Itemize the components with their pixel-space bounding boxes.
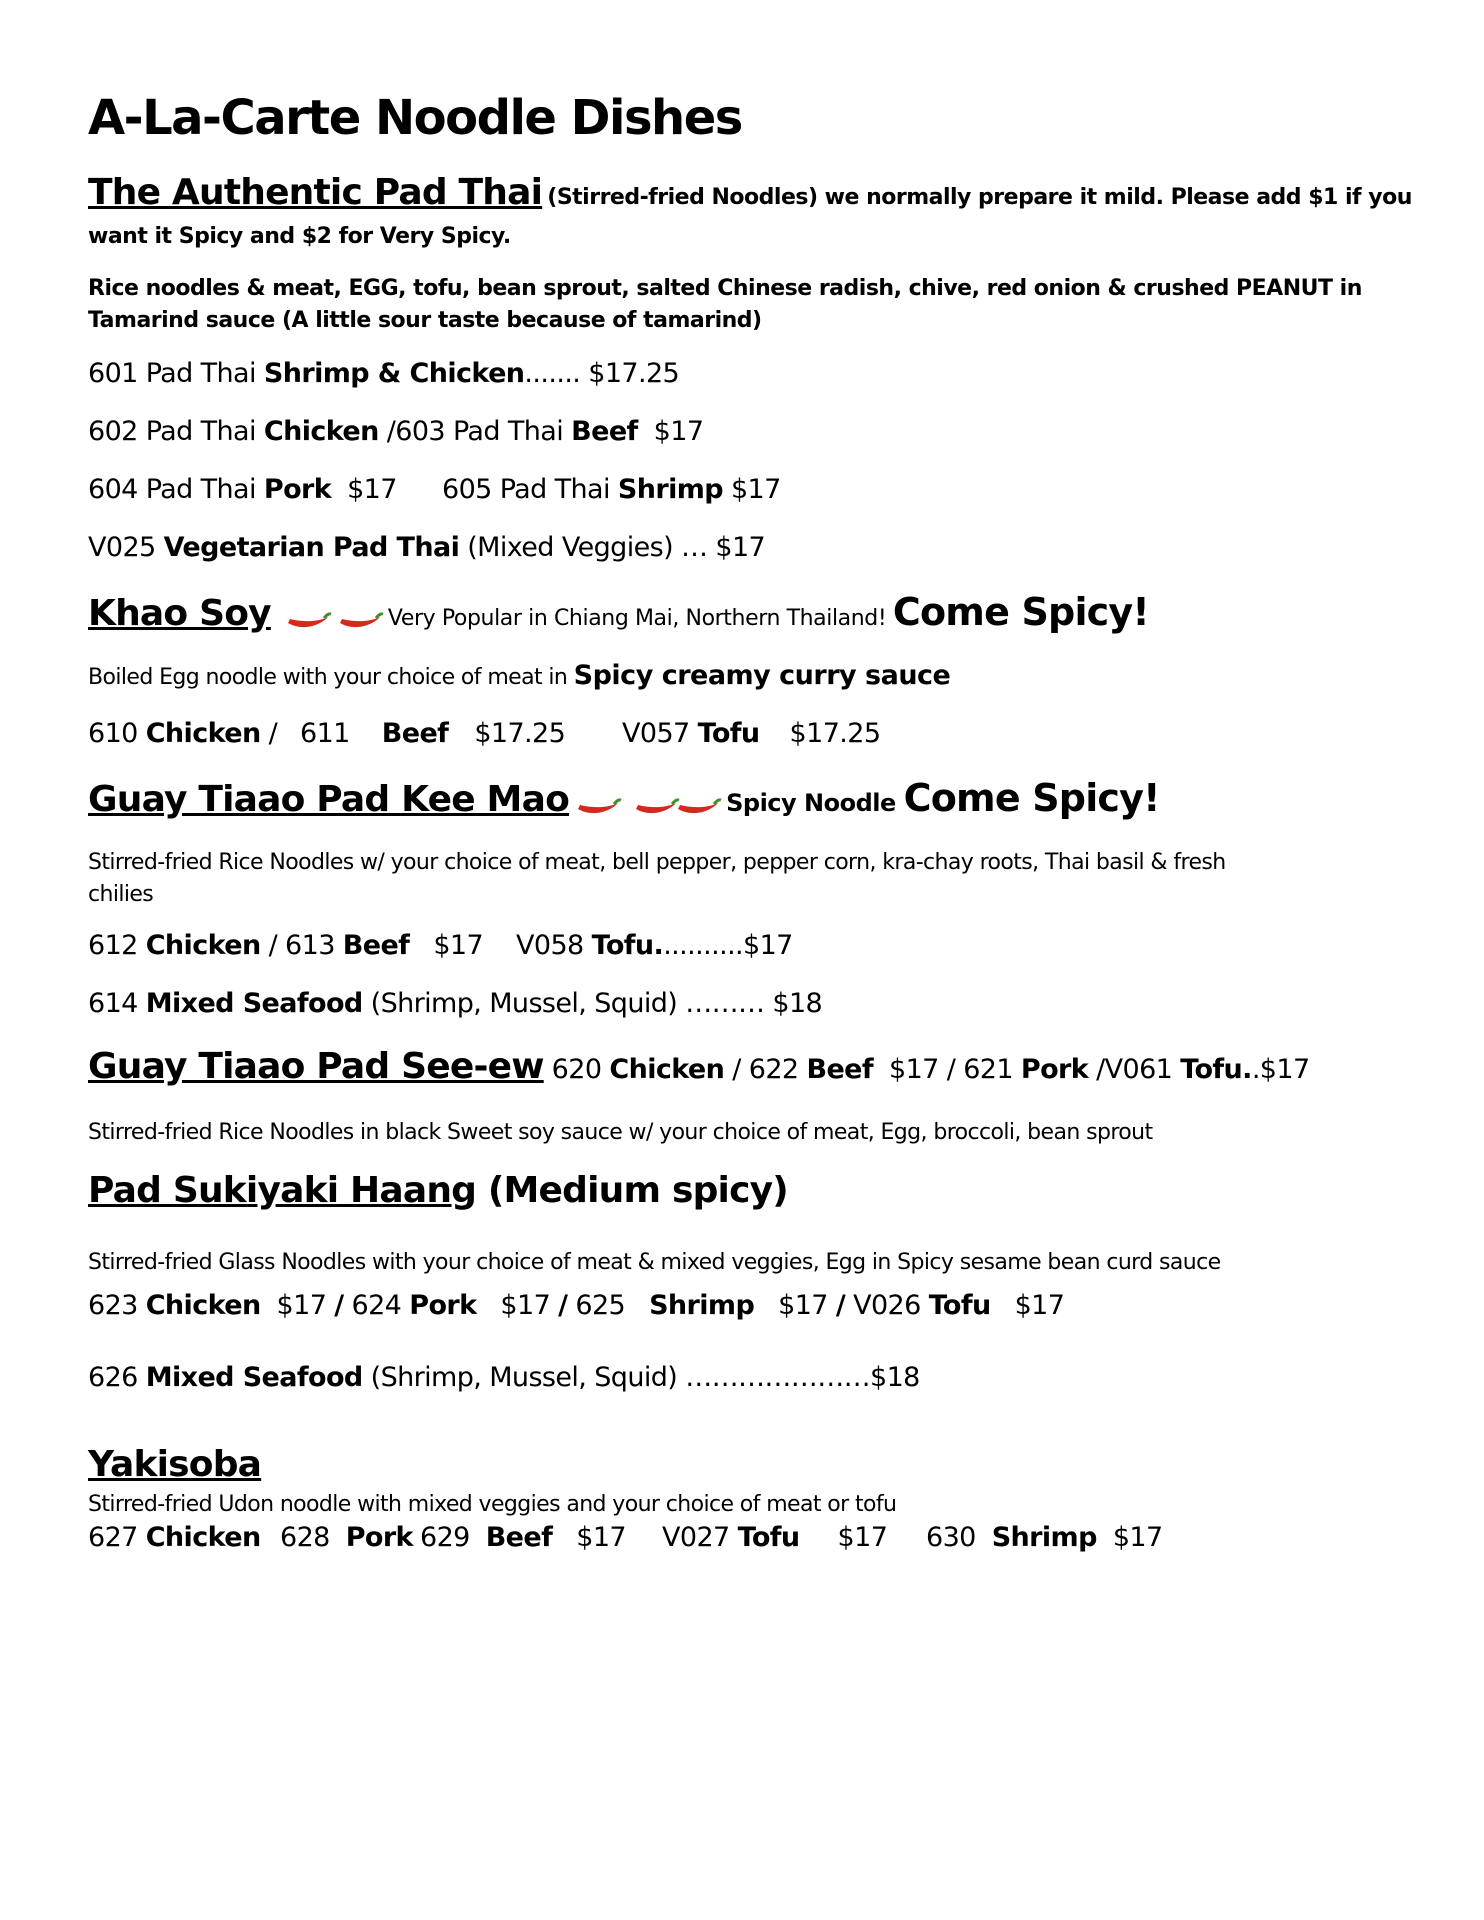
menu-item-630: 630 Shrimp $17 <box>926 1522 1163 1553</box>
menu-item-v058: V058 Tofu...........$17 <box>516 930 793 961</box>
chili-pepper-icon <box>284 607 332 635</box>
khao-soy-tagline: Very Popular in Chiang Mai, Northern Thailand! <box>387 606 893 631</box>
menu-item-v026: V026 Tofu $17 <box>845 1290 1065 1321</box>
kee-mao-desc-2: chilies <box>88 882 154 907</box>
menu-item-624: 624 Pork $17 / <box>343 1290 568 1321</box>
sukiyaki-desc: Stirred-fried Glass Noodles with your choice of meat & mixed veggies, Egg in Spicy sesame bean curd sauce <box>88 1250 1221 1275</box>
menu-item-v025: V025 Vegetarian Pad Thai (Mixed Veggies) … $17 <box>88 532 766 563</box>
kee-mao-desc-1: Stirred-fried Rice Noodles w/ your choice of meat, bell pepper, pepper corn, kra-chay roots, Thai basil & fresh <box>88 850 1226 875</box>
chili-pepper-icon <box>632 793 680 821</box>
menu-item-611: 611 Beef $17.25 <box>300 718 566 749</box>
pad-thai-note: (Stirred-fried Noodles) we normally prepare it mild. Please add $1 if you <box>547 185 1412 210</box>
menu-item-628: 628 Pork <box>280 1522 413 1553</box>
menu-item-629: 629 Beef $17 <box>420 1522 627 1553</box>
menu-item-v057: V057 Tofu $17.25 <box>622 718 881 749</box>
menu-item-625: 625 Shrimp $17 / <box>567 1290 846 1321</box>
pad-thai-title: The Authentic Pad Thai <box>88 172 543 213</box>
sukiyaki-subtitle: (Medium spicy) <box>476 1170 788 1211</box>
menu-item-626: 626 Mixed Seafood (Shrimp, Mussel, Squid) …………………$18 <box>88 1362 920 1393</box>
menu-item-601: 601 Pad Thai Shrimp & Chicken....... $17.25 <box>88 358 680 389</box>
chili-pepper-icon <box>336 607 384 635</box>
yakisoba-desc: Stirred-fried Udon noodle with mixed veggies and your choice of meat or tofu <box>88 1492 897 1517</box>
kee-mao-tagline: Spicy Noodle <box>726 789 904 817</box>
pad-thai-note-cont: want it Spicy and $2 for Very Spicy. <box>88 224 511 249</box>
menu-item-627: 627 Chicken <box>88 1522 261 1553</box>
sukiyaki-header <box>88 1170 788 1211</box>
yakisoba-title: Yakisoba <box>88 1444 262 1485</box>
see-ew-desc: Stirred-fried Rice Noodles in black Sweet soy sauce w/ your choice of meat, Egg, broccoli, bean sprout <box>88 1120 1153 1145</box>
khao-soy-header <box>88 590 1149 635</box>
menu-item-604: 604 Pad Thai Pork $17 <box>88 474 397 505</box>
sukiyaki-items <box>88 1290 1064 1321</box>
page-title: A-La-Carte Noodle Dishes <box>88 90 742 146</box>
sukiyaki-title: Pad Sukiyaki Haang <box>88 1170 477 1211</box>
pad-thai-header <box>88 172 1412 213</box>
khao-soy-title: Khao Soy <box>88 593 271 634</box>
menu-item-605: 605 Pad Thai Shrimp $17 <box>442 474 781 505</box>
chili-pepper-icon <box>674 793 722 821</box>
khao-soy-desc: Boiled Egg noodle with your choice of meat in Spicy creamy curry sauce <box>88 660 951 691</box>
menu-item-614: 614 Mixed Seafood (Shrimp, Mussel, Squid) ……… $18 <box>88 988 823 1019</box>
see-ew-header <box>88 1046 1310 1087</box>
pad-thai-desc-1: Rice noodles & meat, EGG, tofu, bean sprout, salted Chinese radish, chive, red onion & crushed PEANUT in <box>88 276 1362 301</box>
menu-item-v027: V027 Tofu $17 <box>662 1522 888 1553</box>
menu-item-623: 623 Chicken $17 / <box>88 1290 344 1321</box>
menu-item-610: 610 Chicken / <box>88 718 278 749</box>
kee-mao-title: Guay Tiaao Pad Kee Mao <box>88 779 570 820</box>
menu-item-620-622-621-v061: 620 Chicken / 622 Beef $17 / 621 Pork /V061 Tofu..$17 <box>543 1054 1310 1085</box>
menu-item-602-603: 602 Pad Thai Chicken /603 Pad Thai Beef $17 <box>88 416 704 447</box>
chili-pepper-icon <box>574 793 622 821</box>
see-ew-title: Guay Tiaao Pad See-ew <box>88 1046 544 1087</box>
pad-thai-desc-2: Tamarind sauce (A little sour taste because of tamarind) <box>88 308 762 333</box>
kee-mao-come-spicy: Come Spicy! <box>903 776 1160 820</box>
menu-item-612-613: 612 Chicken / 613 Beef $17 <box>88 930 484 961</box>
khao-soy-come-spicy: Come Spicy! <box>892 590 1149 634</box>
kee-mao-header <box>88 776 1160 821</box>
